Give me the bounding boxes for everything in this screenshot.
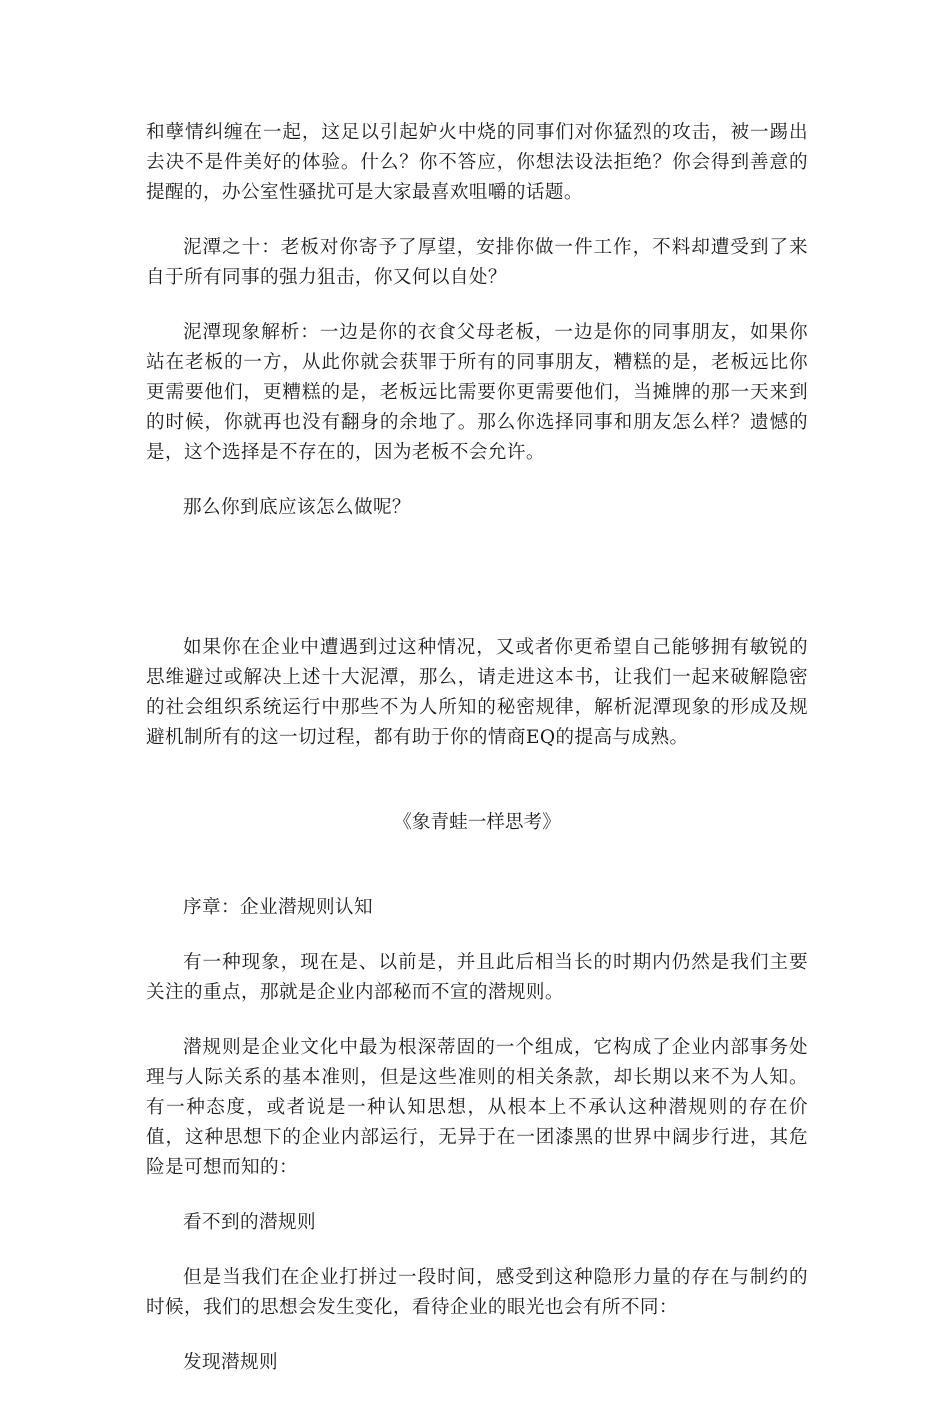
chapter-heading: 序章：企业潜规则认知 <box>183 897 373 918</box>
paragraph-continued: 和孽情纠缠在一起，这足以引起妒火中烧的同事们对你猛烈的攻击，被一踢出去决不是件美好的体验。什么？你不答应，你想法设法拒绝？你会得到善意的提醒的，办公室性骚扰可是大家最喜欢咀嚼的话题。 <box>146 122 808 203</box>
spacer <box>146 548 808 633</box>
book-title: 《象青蛙一样思考》 <box>393 812 561 833</box>
spacer <box>146 778 808 808</box>
paragraph-mire-analysis: 泥潭现象解析：一边是你的衣食父母老板，一边是你的同事朋友，如果你站在老板的一方，从此你就会获罪于所有的同事朋友，糟糕的是，老板远比你更需要他们，更糟糕的是，老板远比需要你更需要他们，当摊牌的那一天来到的时候，你就再也没有翻身的余地了。那么你选择同事和朋友怎么样？遗憾的是，这个选择是不存在的，因为老板不会允许。 <box>146 322 808 463</box>
paragraph-hidden-rules: 潜规则是企业文化中最为根深蒂固的一个组成，它构成了企业内部事务处理与人际关系的基本准则，但是这些准则的相关条款，却长期以来不为人知。有一种态度，或者说是一种认知思想，从根本上不承认这种潜规则的存在价值，这种思想下的企业内部运行，无异于在一团漆黑的世界中阔步行进，其危险是可想而知的： <box>146 1037 808 1178</box>
subheading-discover-rules: 发现潜规则 <box>183 1352 278 1373</box>
paragraph-question: 那么你到底应该怎么做呢？ <box>183 497 411 518</box>
paragraph-phenomenon: 有一种现象，现在是、以前是，并且此后相当长的时期内仍然是我们主要关注的重点，那就是企业内部秘而不宣的潜规则。 <box>146 952 808 1003</box>
paragraph-experience: 但是当我们在企业打拼过一段时间，感受到这种隐形力量的存在与制约的时候，我们的思想会发生变化，看待企业的眼光也会有所不同： <box>146 1267 808 1318</box>
document-page <box>146 118 808 1403</box>
paragraph-mire-ten: 泥潭之十：老板对你寄予了厚望，安排你做一件工作，不料却遭受到了来自于所有同事的强力狙击，你又何以自处？ <box>146 237 808 288</box>
paragraph-intro: 如果你在企业中遭遇到过这种情况，又或者你更希望自己能够拥有敏锐的思维避过或解决上述十大泥潭，那么，请走进这本书，让我们一起来破解隐密的社会组织系统运行中那些不为人所知的秘密规律，解析泥潭现象的形成及规避机制所有的这一切过程，都有助于你的情商EQ的提高与成熟。 <box>146 637 808 748</box>
subheading-invisible-rules: 看不到的潜规则 <box>183 1212 316 1233</box>
